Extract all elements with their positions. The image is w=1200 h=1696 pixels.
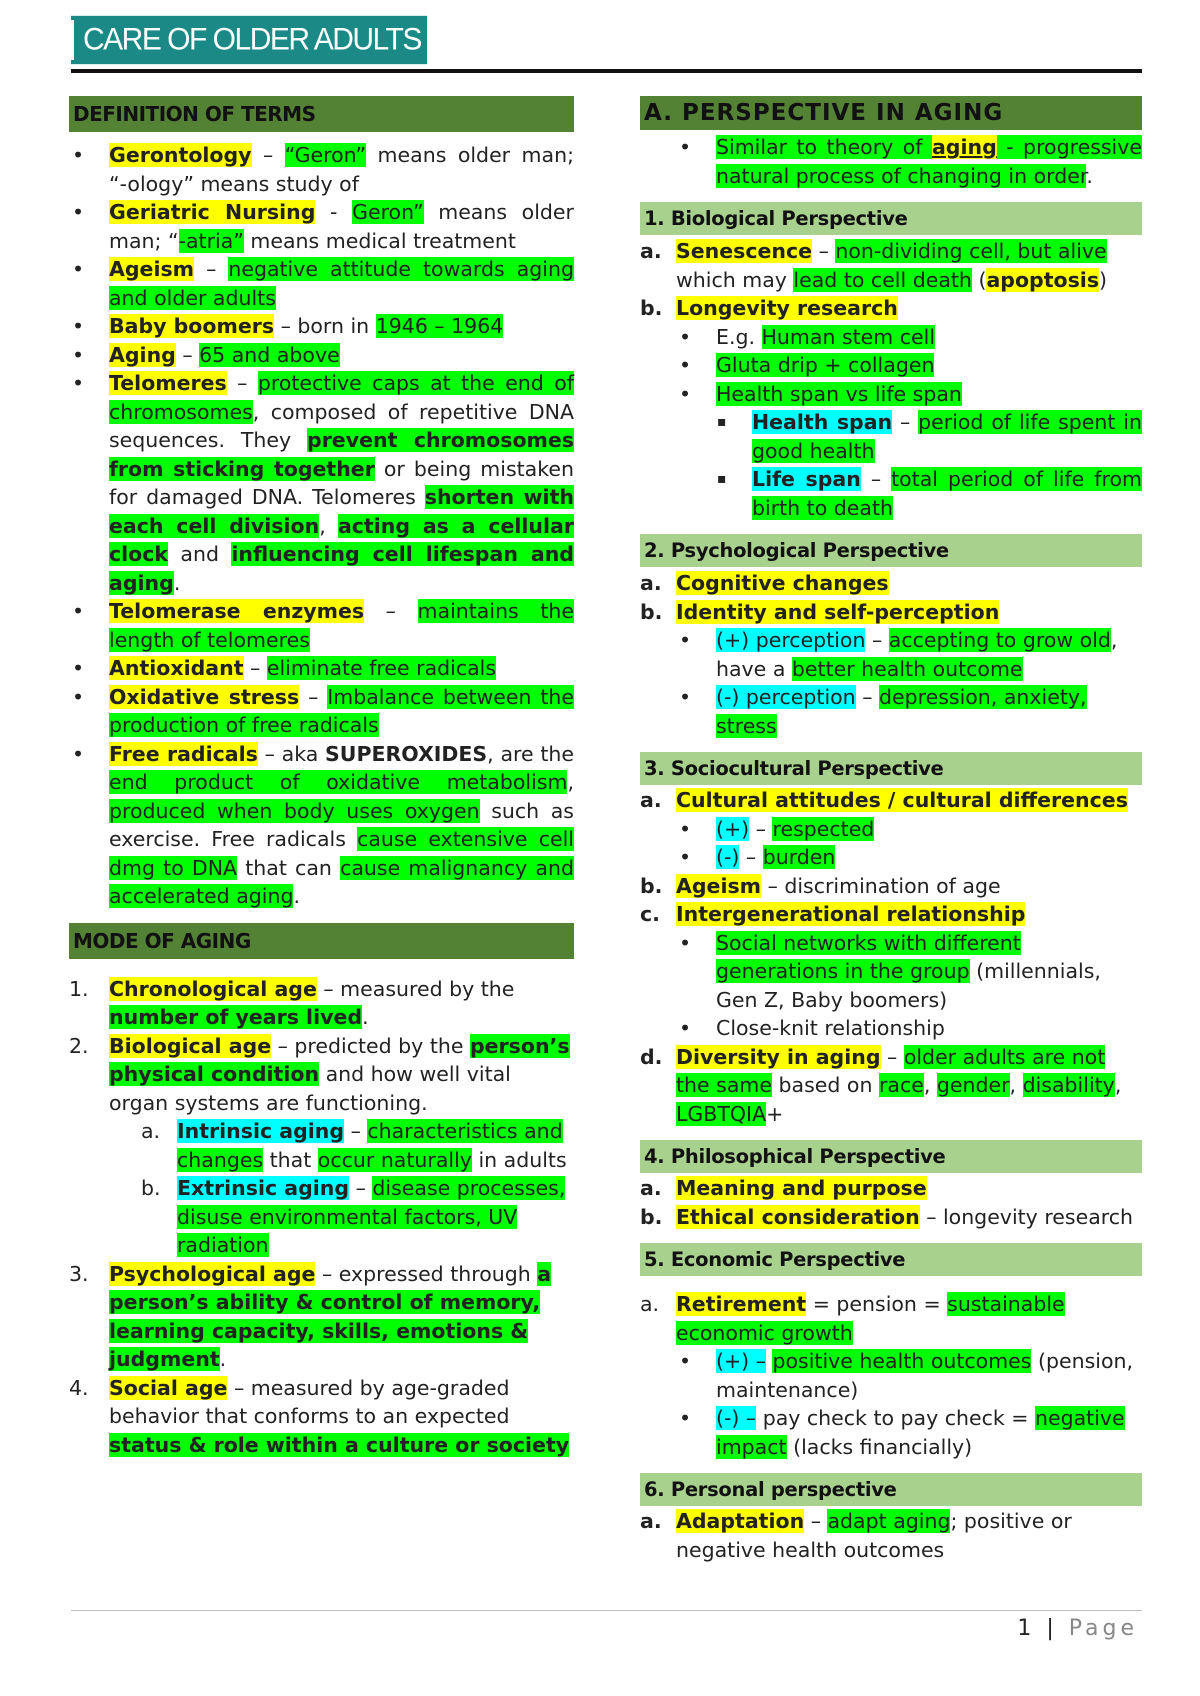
psychological-heading: 2. Psychological Perspective	[640, 534, 1142, 567]
definition-list	[69, 141, 574, 911]
sub-sub-list	[712, 408, 1142, 522]
right-column	[640, 96, 1142, 1564]
list-item: 4. Social age – measured by age-graded behavior that conforms to an expected status & role within a culture or society	[69, 1375, 570, 1457]
sub-list	[676, 815, 1142, 872]
list-item: a. Intrinsic aging – characteristics and changes that occur naturally in adults	[141, 1119, 567, 1172]
sociocultural-section	[640, 786, 1142, 1128]
sub-list	[676, 626, 1142, 740]
list-item: a. Retirement = pension = sustainable economic growth	[640, 1292, 1065, 1345]
perspective-intro	[676, 133, 1142, 190]
list-item: • Free radicals – aka SUPEROXIDES, are the end product of oxidative metabolism, produced when body uses oxygen such as exercise. Free radicals cause extensive cell dmg to DNA that can cause malignancy and accelerated aging.	[69, 740, 574, 911]
list-item: • Social networks with different generations in the group (millennials, Gen Z, Baby boomers)	[676, 929, 1142, 1015]
psychological-section	[640, 569, 1142, 740]
personal-heading: 6. Personal perspective	[640, 1473, 1142, 1506]
list-item: 1. Chronological age – measured by the number of years lived.	[69, 976, 515, 1029]
list-item: c. Intergenerational relationship	[640, 902, 1026, 926]
list-item: • Aging – 65 and above	[69, 341, 574, 370]
list-item: ▪ Health span – period of life spent in good health	[712, 408, 1142, 465]
list-item: b. Longevity research	[640, 296, 898, 320]
list-item: b. Extrinsic aging – disease processes, disuse environmental factors, UV radiation	[141, 1176, 566, 1257]
left-column	[69, 96, 574, 1459]
list-item: d. Diversity in aging – older adults are not the same based on race, gender, disability, LGBTQIA+	[640, 1044, 1122, 1126]
list-item: b. Ageism – discrimination of age	[640, 873, 1001, 898]
biological-heading: 1. Biological Perspective	[640, 202, 1142, 235]
footer-rule	[71, 1610, 1142, 1611]
list-item: • (+) perception – accepting to grow old, have a better health outcome	[676, 626, 1142, 683]
list-item: • Gerontology – “Geron” means older man; “-ology” means study of	[69, 141, 574, 198]
list-item: • Ageism – negative attitude towards aging and older adults	[69, 255, 574, 312]
list-item: a. Cultural attitudes / cultural differences	[640, 788, 1128, 812]
economic-heading: 5. Economic Perspective	[640, 1243, 1142, 1276]
philosophical-section	[640, 1174, 1142, 1231]
list-item: • Health span vs life span	[676, 380, 1142, 409]
list-item: • Close-knit relationship	[676, 1014, 1142, 1043]
document-title: CARE OF OLDER ADULTS	[71, 16, 427, 64]
list-item: • (-) – burden	[676, 843, 1142, 872]
list-item: • Antioxidant – eliminate free radicals	[69, 654, 574, 683]
mode-list	[69, 975, 574, 1460]
list-item: a. Cognitive changes	[640, 571, 889, 595]
list-item: • (+) – respected	[676, 815, 1142, 844]
sub-list	[676, 1347, 1142, 1461]
biological-section	[640, 237, 1142, 522]
personal-section	[640, 1507, 1142, 1564]
list-item: • Similar to theory of aging - progressive natural process of changing in order.	[676, 133, 1142, 190]
list-item: • E.g. Human stem cell	[676, 323, 1142, 352]
list-item: ▪ Life span – total period of life from birth to death	[712, 465, 1142, 522]
list-item: • Gluta drip + collagen	[676, 351, 1142, 380]
list-item: • (-) perception – depression, anxiety, stress	[676, 683, 1142, 740]
list-item: a. Meaning and purpose	[640, 1176, 927, 1200]
sub-list	[676, 929, 1142, 1043]
mode-heading: MODE OF AGING	[69, 923, 574, 959]
list-item: • Telomerase enzymes – maintains the length of telomeres	[69, 597, 574, 654]
sociocultural-heading: 3. Sociocultural Perspective	[640, 752, 1142, 785]
list-item: • (-) – pay check to pay check = negative impact (lacks financially)	[676, 1404, 1142, 1461]
philosophical-heading: 4. Philosophical Perspective	[640, 1140, 1142, 1173]
list-item: a. Adaptation – adapt aging; positive or negative health outcomes	[640, 1509, 1072, 1562]
economic-section	[640, 1290, 1142, 1461]
perspective-heading: A. PERSPECTIVE IN AGING	[640, 96, 1142, 130]
list-item: • Baby boomers – born in 1946 – 1964	[69, 312, 574, 341]
list-item: b. Ethical consideration – longevity research	[640, 1204, 1134, 1229]
list-item: • (+) – positive health outcomes (pension, maintenance)	[676, 1347, 1142, 1404]
title-rule	[71, 69, 1142, 73]
definition-heading: DEFINITION OF TERMS	[69, 96, 574, 132]
list-item: a. Senescence – non-dividing cell, but alive which may lead to cell death (apoptosis)	[640, 239, 1108, 292]
list-item: b. Identity and self-perception	[640, 599, 1000, 624]
sub-list	[676, 323, 1142, 409]
list-item: • Oxidative stress – Imbalance between the production of free radicals	[69, 683, 574, 740]
list-item: • Telomeres – protective caps at the end of chromosomes, composed of repetitive DNA sequences. They prevent chromosomes from sticking together or being mistaken for damaged DNA. Telomeres shorten with each cell division, acting as a cellular clock and influencing cell lifespan and aging.	[69, 369, 574, 597]
page-number: 1 | Page	[1017, 1616, 1138, 1641]
list-item: 3. Psychological age – expressed through a person’s ability & control of memory, learning capacity, skills, emotions & judgment.	[69, 1261, 552, 1371]
list-item: 2. Biological age – predicted by the person’s physical condition and how well vital organ systems are functioning.	[69, 1033, 570, 1115]
list-item: • Geriatric Nursing - Geron” means older man; “-atria” means medical treatment	[69, 198, 574, 255]
